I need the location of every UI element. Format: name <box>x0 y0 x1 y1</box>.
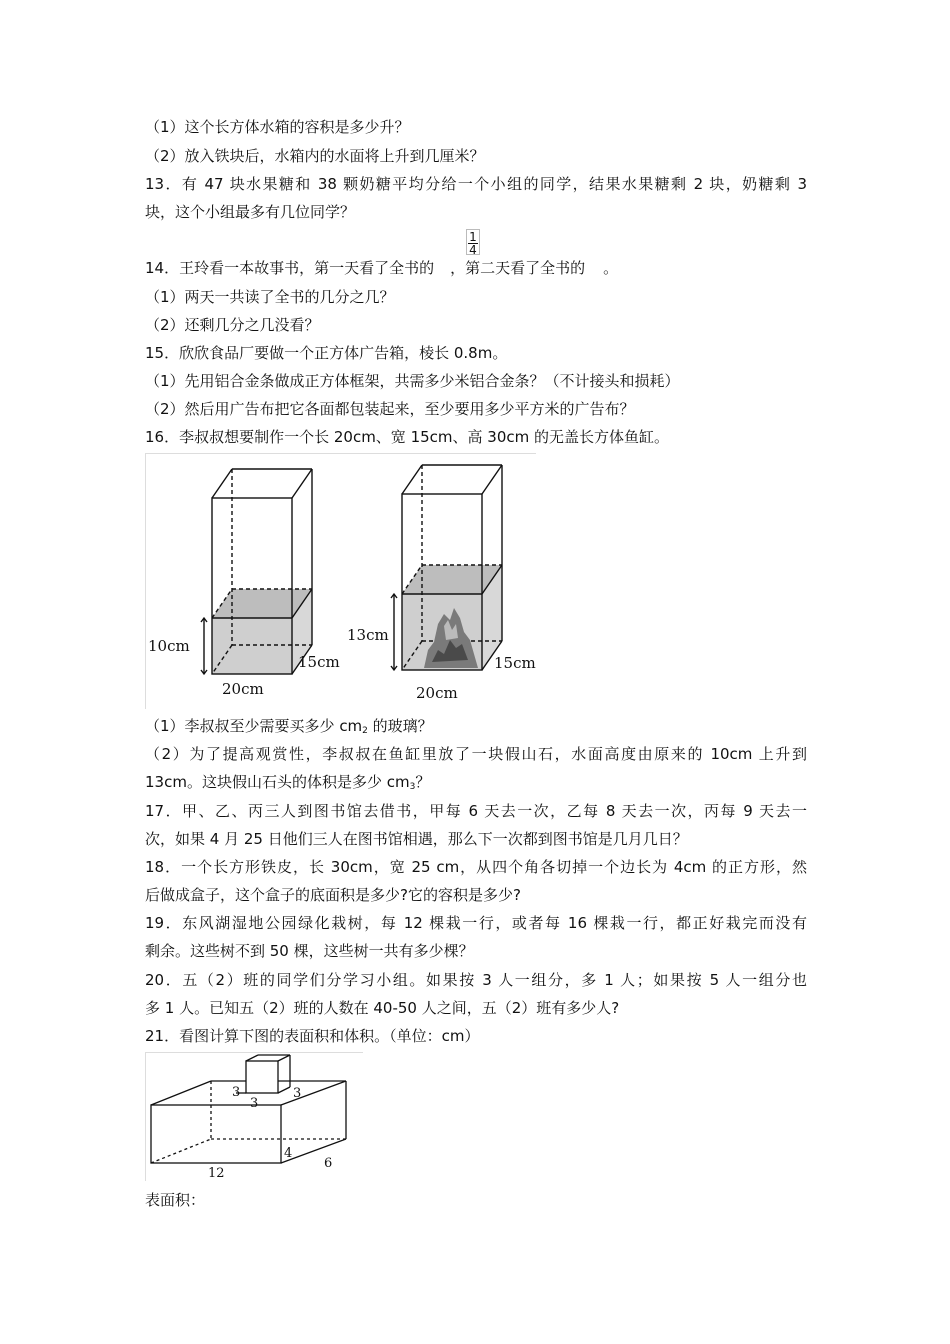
q16-2-text-c: ？ <box>415 773 431 791</box>
line-q16-part1 <box>145 716 433 741</box>
line-q18b: 后做成盒子，这个盒子的底面积是多少?它的容积是多少? <box>145 886 521 904</box>
fraction-one-quarter <box>466 229 480 255</box>
q14-text-c: 。 <box>603 259 619 277</box>
left-length-label: 20cm <box>222 680 264 698</box>
line-q19b: 剩余。这些树不到 50 棵，这些树一共有多少棵？ <box>145 942 474 960</box>
q16-1-text-a: （1）李叔叔至少需要买多少 cm <box>145 717 363 735</box>
line-q14-part2: （2）还剩几分之几没看？ <box>145 316 320 334</box>
line-q19a: 19．东风湖湿地公园绿化栽树，每 12 棵栽一行，或者每 16 棵栽一行，都正好栽完而没有 <box>145 914 807 932</box>
left-water-front <box>212 618 292 674</box>
line-q20a: 20．五（2）班的同学们分学习小组。如果按 3 人一组分，多 1 人；如果按 5 人一组分也 <box>145 971 807 989</box>
fish-tanks-svg <box>146 454 536 709</box>
cube-depth-label: 3 <box>293 1086 302 1101</box>
figure-cuboid-with-cube <box>145 1052 363 1181</box>
right-height-label: 13cm <box>347 626 389 644</box>
line-q16-part2a: （2）为了提高观赏性，李叔叔在鱼缸里放了一块假山石，水面高度由原来的 10cm 上升到 <box>145 745 807 763</box>
height-label: 4 <box>284 1146 293 1161</box>
q14-text-b: ，第二天看了全书的 <box>450 259 586 277</box>
line-q20b: 多 1 人。已知五（2）班的人数在 40-50 人之间，五（2）班有多少人? <box>145 999 620 1017</box>
left-width-label: 15cm <box>298 653 340 671</box>
line-q16-part2b <box>145 772 430 797</box>
line-q17a: 17．甲、乙、丙三人到图书馆去借书，甲每 6 天去一次，乙每 8 天去一次，丙每 9 天去一 <box>145 802 807 820</box>
q16-1-text-b: 的玻璃？ <box>367 717 433 735</box>
length-label: 12 <box>208 1166 225 1181</box>
fraction-numerator: 1 <box>469 230 477 244</box>
right-width-label: 15cm <box>494 654 536 672</box>
line-q21: 21．看图计算下图的表面积和体积。（单位：cm） <box>145 1027 480 1045</box>
line-q18a: 18．一个长方形铁皮，长 30cm，宽 25 cm，从四个角各切掉一个边长为 4cm 的正方形，然 <box>145 858 807 876</box>
q16-2-unit-exponent: 3 <box>409 782 416 792</box>
fraction-denominator: 4 <box>469 243 477 257</box>
cuboid-svg <box>146 1053 363 1181</box>
line-q14 <box>145 258 618 278</box>
left-tank <box>201 469 312 674</box>
q14-text-a: 14．王玲看一本故事书，第一天看了全书的 <box>145 259 435 277</box>
cube-width-label: 3 <box>250 1096 259 1111</box>
line-q17b: 次，如果 4 月 25 日他们三人在图书馆相遇，那么下一次都到图书馆是几月几日？ <box>145 830 688 848</box>
line-q15: 15．欣欣食品厂要做一个正方体广告箱，棱长 0.8m。 <box>145 344 508 362</box>
cuboid-front-face <box>151 1105 281 1163</box>
cube-front-face <box>246 1061 278 1093</box>
line-q15-part2: （2）然后用广告布把它各面都包装起来，至少要用多少平方米的广告布？ <box>145 400 635 418</box>
line-q13a: 13．有 47 块水果糖和 38 颗奶糖平均分给一个小组的同学，结果水果糖剩 2 块，奶糖剩 3 <box>145 175 807 193</box>
cube-height-label: 3 <box>232 1085 241 1100</box>
right-length-label: 20cm <box>416 684 458 702</box>
line-q15-part1: （1）先用铝合金条做成正方体框架，共需多少米铝合金条？（不计接头和损耗） <box>145 372 680 390</box>
width-label: 6 <box>324 1156 333 1171</box>
line-q16: 16．李叔叔想要制作一个长 20cm、宽 15cm、高 30cm 的无盖长方体鱼缸。 <box>145 428 669 446</box>
line-q12-part2: （2）放入铁块后，水箱内的水面将上升到几厘米？ <box>145 147 485 165</box>
answer-surface-area-label: 表面积： <box>145 1191 206 1209</box>
line-q13b: 块，这个小组最多有几位同学？ <box>145 203 356 221</box>
line-q14-part1: （1）两天一共读了全书的几分之几？ <box>145 288 395 306</box>
line-q12-part1: （1）这个长方体水箱的容积是多少升？ <box>145 118 410 136</box>
q16-2-text-b: 13cm。这块假山石头的体积是多少 cm <box>145 773 410 791</box>
q16-1-unit-exponent: 2 <box>362 726 368 736</box>
figure-fish-tanks <box>145 453 536 709</box>
left-height-label: 10cm <box>148 637 190 655</box>
